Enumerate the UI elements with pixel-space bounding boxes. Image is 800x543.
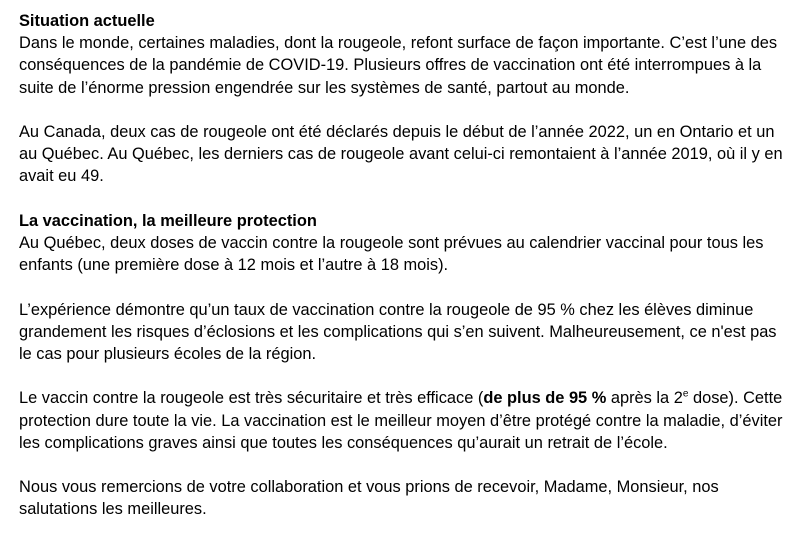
efficacy-bold-figure: de plus de 95 % (483, 389, 607, 408)
paragraph-canada-cases: Au Canada, deux cas de rougeole ont été déclarés depuis le début de l’année 2022, un en Ontario et un au Québec. Au Québec, les derniers cas de rougeole avant celui-ci remontaient à l’année 2019, où il y en avait eu 49. (19, 123, 783, 186)
document-body (19, 10, 791, 543)
paragraph-global-situation: Dans le monde, certaines maladies, dont la rougeole, refont surface de façon importante. C’est l’une des conséquences de la pandémie de COVID-19. Plusieurs offres de vaccination ont été interrompues à la suite de l’énorme pression engendrée sur les systèmes de santé, partout au monde. (19, 34, 778, 97)
paragraph-vaccine-schedule: Au Québec, deux doses de vaccin contre la rougeole sont prévues au calendrier vaccinal pour tous les enfants (une première dose à 12 mois et l’autre à 18 mois). (19, 234, 764, 275)
efficacy-text-before: Le vaccin contre la rougeole est très sécuritaire et très efficace ( (19, 389, 484, 408)
paragraph-vaccination-rate: L’expérience démontre qu’un taux de vaccination contre la rougeole de 95 % chez les élèves diminue grandement les risques d’éclosions et les complications qui s’en suivent. Malheureusement, ce n'est pas le cas pour plusieurs écoles de la région. (19, 300, 777, 363)
paragraph-closing: Nous vous remercions de votre collaboration et vous prions de recevoir, Madame, Monsieur, nos salutations les meilleures. (19, 478, 719, 519)
efficacy-text-after: dose). Cette protection dure toute la vie. La vaccination est le meilleur moyen d’être protégé contre la maladie, d’éviter les complications graves ainsi que toutes les conséquences qu’aurait un retrait de l’école. (19, 389, 783, 452)
efficacy-superscript: e (682, 388, 689, 400)
heading-vaccination: La vaccination, la meilleure protection (19, 211, 317, 230)
paragraph-vaccine-efficacy (19, 387, 791, 454)
heading-situation-actuelle: Situation actuelle (19, 12, 155, 30)
efficacy-text-middle: après la 2 (606, 389, 683, 408)
